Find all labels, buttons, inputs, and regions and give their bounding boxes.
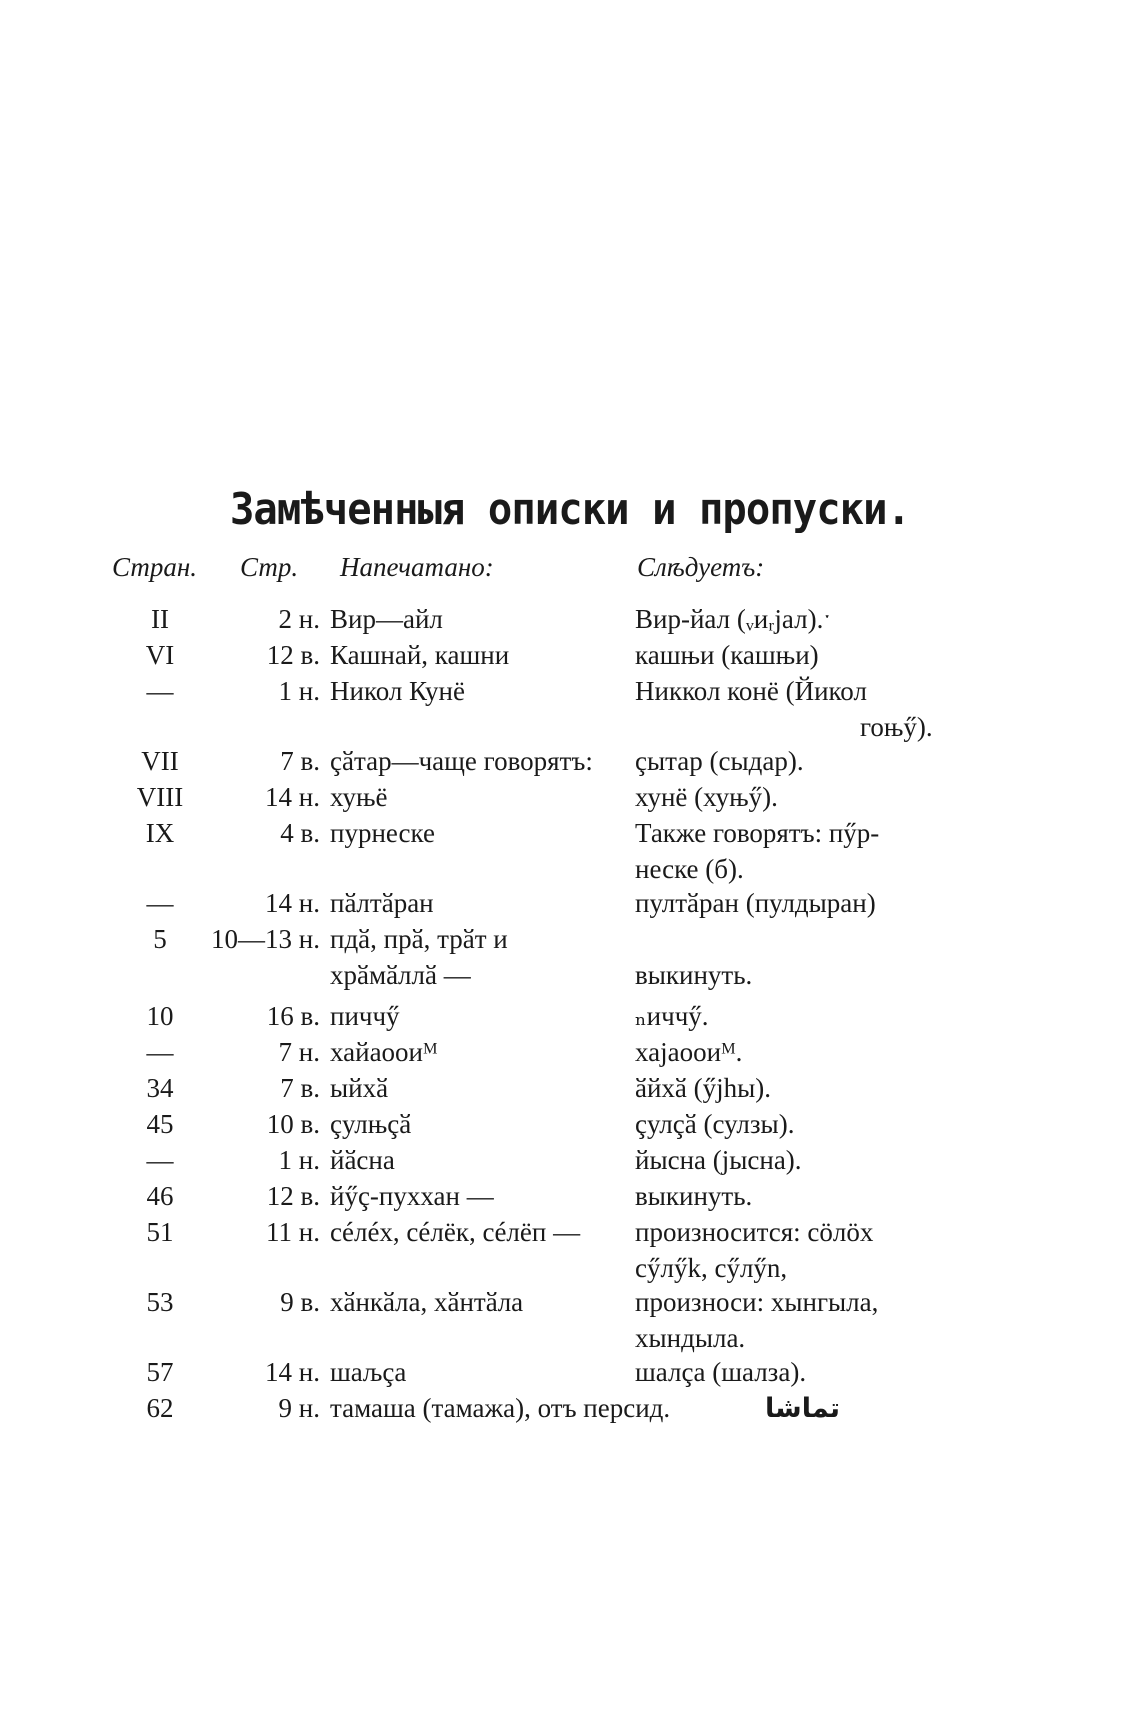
printed-line: пдӑ, прӑ, трӑт и xyxy=(330,924,508,954)
should-line: неске (б). xyxy=(635,854,744,884)
printed-line: çулњçӑ xyxy=(330,1109,412,1139)
row-page: 45 xyxy=(146,1109,174,1139)
header-page: Стран. xyxy=(112,552,198,582)
printed-line: Вир—айл xyxy=(330,604,443,634)
should-line: تماشا xyxy=(765,1393,841,1424)
row-page: — xyxy=(146,1145,174,1175)
row-line: 11 н. xyxy=(266,1217,320,1247)
row-line: 10—13 н. xyxy=(211,924,320,954)
printed-line: шаљçа xyxy=(330,1357,407,1387)
row-page: II xyxy=(151,604,169,634)
printed-line: йӑсна xyxy=(330,1145,395,1175)
should-line: хунё (хуњӳ). xyxy=(635,782,778,812)
should-line: ₙиччӳ. xyxy=(635,1001,709,1031)
should-line: хындыла. xyxy=(635,1323,746,1353)
row-page: 53 xyxy=(146,1287,174,1317)
should-line: выкинуть. xyxy=(635,1181,753,1211)
row-line: 4 в. xyxy=(280,818,320,848)
should-line: хајаооиᴹ. xyxy=(635,1037,743,1067)
should-line: ӑйхӑ (ӳјhы). xyxy=(635,1073,772,1103)
should-line: шалçа (шалза). xyxy=(635,1357,807,1387)
row-page: — xyxy=(146,888,174,918)
should-line: Также говорятъ: пӳр- xyxy=(635,818,880,848)
should-line: пултӑран (пулдыран) xyxy=(635,888,876,918)
row-page: 34 xyxy=(146,1073,174,1103)
row-page: 51 xyxy=(146,1217,174,1247)
row-page: — xyxy=(146,1037,174,1067)
printed-line: хайаооиᴹ xyxy=(330,1037,438,1067)
header-should: Слѣдуетъ: xyxy=(637,552,765,582)
row-line: 14 н. xyxy=(265,1357,320,1387)
printed-line: хуњё xyxy=(330,782,388,812)
header-line: Стр. xyxy=(240,552,299,582)
should-line: çытар (сыдар). xyxy=(635,746,804,776)
should-line: сӳлӳk, сӳлӳn, xyxy=(635,1253,788,1283)
row-line: 1 н. xyxy=(278,1145,320,1175)
printed-line: хрӑмӑллӑ — xyxy=(330,960,471,990)
should-line: выкинуть. xyxy=(635,960,753,990)
row-line: 12 в. xyxy=(266,1181,320,1211)
row-page: 5 xyxy=(153,924,167,954)
row-page: 62 xyxy=(146,1393,174,1423)
row-page: — xyxy=(146,676,174,706)
row-line: 7 в. xyxy=(280,1073,320,1103)
printed-line: ыйхӑ xyxy=(330,1073,389,1103)
should-line: гоњӳ). xyxy=(860,712,933,742)
should-line: кашњи (кашњи) xyxy=(635,640,819,670)
printed-line: тамаша (тамажа), отъ персид. xyxy=(330,1393,671,1423)
row-line: 14 н. xyxy=(265,782,320,812)
printed-line: сéлéх, сéлёк, сéлёп — xyxy=(330,1217,581,1247)
row-line: 9 н. xyxy=(278,1393,320,1423)
row-line: 1 н. xyxy=(278,676,320,706)
row-line: 12 в. xyxy=(266,640,320,670)
row-line: 7 в. xyxy=(280,746,320,776)
header-printed: Напечатано: xyxy=(340,552,494,582)
printed-line: пиччӳ xyxy=(330,1001,400,1031)
row-line: 14 н. xyxy=(265,888,320,918)
printed-line: йӳç-пуххан — xyxy=(330,1181,494,1211)
printed-line: хӑнкӑла, хӑнтӑла xyxy=(330,1287,524,1317)
row-page: VII xyxy=(141,746,179,776)
row-page: VIII xyxy=(136,782,184,812)
printed-line: çӑтар—чаще говорятъ: xyxy=(330,746,593,776)
row-page: 57 xyxy=(146,1357,174,1387)
row-page: 10 xyxy=(146,1001,174,1031)
should-line: çулçӑ (сулзы). xyxy=(635,1109,795,1139)
row-page: IX xyxy=(145,818,175,848)
should-line: произносится: сӧлӧх xyxy=(635,1217,874,1247)
should-line: произноси: хынгыла, xyxy=(635,1287,879,1317)
row-line: 7 н. xyxy=(278,1037,320,1067)
printed-line: пурнеске xyxy=(330,818,435,848)
row-line: 9 в. xyxy=(280,1287,320,1317)
row-line: 10 в. xyxy=(266,1109,320,1139)
row-page: 46 xyxy=(146,1181,174,1211)
printed-line: Никол Кунё xyxy=(330,676,465,706)
row-page: VI xyxy=(145,640,175,670)
printed-line: Кашнай, кашни xyxy=(330,640,510,670)
printed-line: пӑлтӑран xyxy=(330,888,434,918)
page-title: Замѣченныя описки и пропуски. xyxy=(229,484,911,535)
should-line: Вир-йал (ᵥиᵣјал).ˑ xyxy=(635,604,831,634)
row-line: 16 в. xyxy=(266,1001,320,1031)
row-line: 2 н. xyxy=(278,604,320,634)
should-line: йысна (јысна). xyxy=(635,1145,802,1175)
should-line: Никкол конё (Йикол xyxy=(635,676,867,706)
